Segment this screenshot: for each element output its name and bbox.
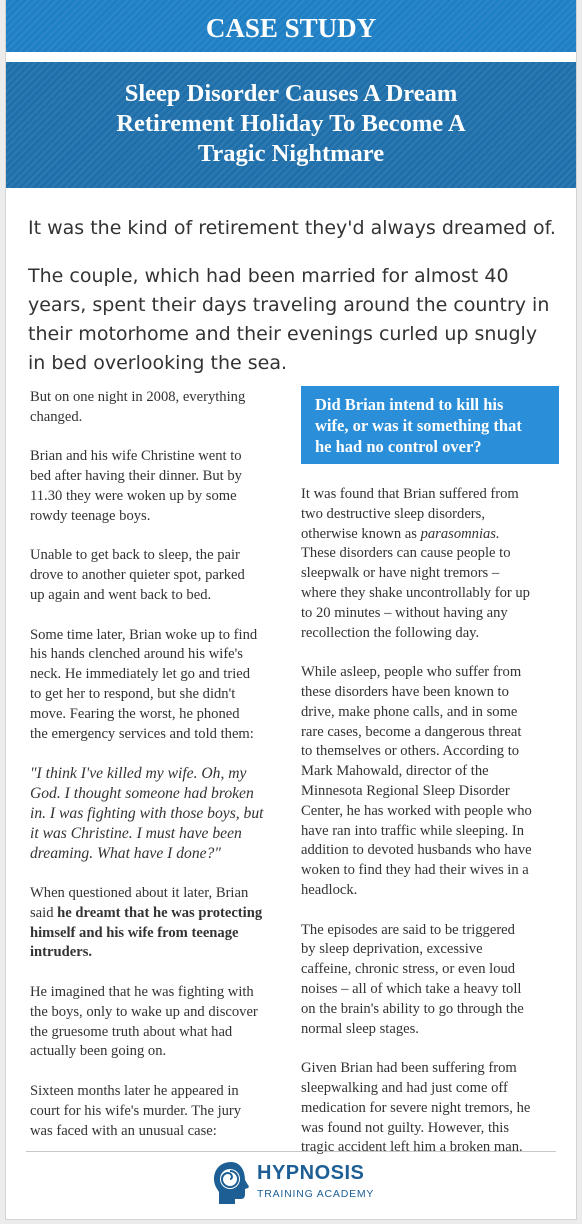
intro-line: years, spent their days traveling around the country in bbox=[28, 294, 550, 316]
left-column bbox=[30, 388, 292, 1141]
hypnosis-academy-logo bbox=[211, 1160, 401, 1212]
callout-line: Did Brian intend to kill his bbox=[315, 395, 504, 414]
left-paragraph-2: Brian and his wife Christine went to bed after having their dinner. But by 11.30 they were woken up by some rowdy teenage boys. bbox=[30, 448, 242, 524]
head-spiral-icon bbox=[211, 1160, 251, 1208]
question-callout bbox=[301, 386, 559, 464]
logo-sub-text: TRAINING ACADEMY bbox=[257, 1188, 375, 1200]
right-paragraph-3: The episodes are said to be triggered by sleep deprivation, excessive caffeine, chronic stress, or even loud noises – all of which take a heavy toll on the brain's ability to go through the normal sleep stages. bbox=[301, 921, 524, 1037]
left-paragraph-4: Some time later, Brian woke up to find his hands clenched around his wife's neck. He immediately let go and tried to get her to respond, but she didn't move. Fearing the worst, he phoned the emergency services and told them: bbox=[30, 626, 258, 742]
case-study-card bbox=[5, 0, 577, 1220]
callout-line: wife, or was it something that bbox=[315, 416, 522, 435]
footer-divider bbox=[26, 1151, 556, 1152]
left-paragraph-1: But on one night in 2008, everything changed. bbox=[30, 389, 246, 425]
intro-line: The couple, which had been married for almost 40 bbox=[28, 265, 509, 287]
callout-line: he had no control over? bbox=[315, 437, 482, 456]
left-paragraph-3: Unable to get back to sleep, the pair drove to another quieter spot, parked up again and went back to bed. bbox=[30, 547, 245, 603]
left-paragraph-6: He imagined that he was fighting with the boys, only to wake up and discover the gruesome truth about what had actually been going on. bbox=[30, 983, 258, 1060]
left-paragraph-7: Sixteen months later he appeared in court for his wife's murder. The jury was faced with an unusual case: bbox=[30, 1082, 242, 1139]
title-banner bbox=[6, 62, 576, 188]
intro-line: their motorhome and their evenings curled up snugly bbox=[28, 323, 538, 345]
right-paragraph-1: It was found that Brian suffered from two destructive sleep disorders, otherwise known as parasomnias. These disorders can cause people to sleepwalk or have night tremors – where they shake uncontrollably for up to 20 minutes – without having any recollection the following day. bbox=[301, 486, 530, 641]
section-label: CASE STUDY bbox=[205, 13, 377, 43]
title-line: Retirement Holiday To Become A bbox=[116, 110, 466, 137]
case-study-banner bbox=[6, 0, 576, 52]
title-line: Tragic Nightmare bbox=[197, 140, 385, 167]
left-paragraph-5: When questioned about it later, Brian said he dreamt that he was protecting himself and his wife from teenage intruders. bbox=[30, 884, 263, 961]
intro-lead: It was the kind of retirement they'd always dreamed of. bbox=[28, 217, 556, 239]
logo-main-text: HYPNOSIS bbox=[257, 1162, 365, 1184]
right-paragraph-2: While asleep, people who suffer from these disorders have been known to drive, make phone calls, and in some rare cases, become a dangerous threat to themselves or others. According to Mark Mahowald, director of the Minnesota Regional Sleep Disorder Center, he has worked with people who have ran into traffic while sleeping. In addition to devoted husbands who have woken to find they had their wives in a headlock. bbox=[301, 664, 532, 898]
right-column bbox=[301, 485, 563, 1158]
intro-paragraph bbox=[28, 262, 563, 378]
right-paragraph-4: Given Brian had been suffering from sleepwalking and had just come off medication for severe night tremors, he was found not guilty. However, this tragic accident left him a broken man. bbox=[301, 1060, 531, 1156]
intro-line: in bed overlooking the sea. bbox=[28, 352, 288, 374]
brian-quote: "I think I've killed my wife. Oh, my God. I thought someone had broken in. I was fighting with those boys, but it was Christine. I must have been dreaming. What have I done?" bbox=[30, 765, 264, 863]
title-line: Sleep Disorder Causes A Dream bbox=[124, 80, 458, 107]
